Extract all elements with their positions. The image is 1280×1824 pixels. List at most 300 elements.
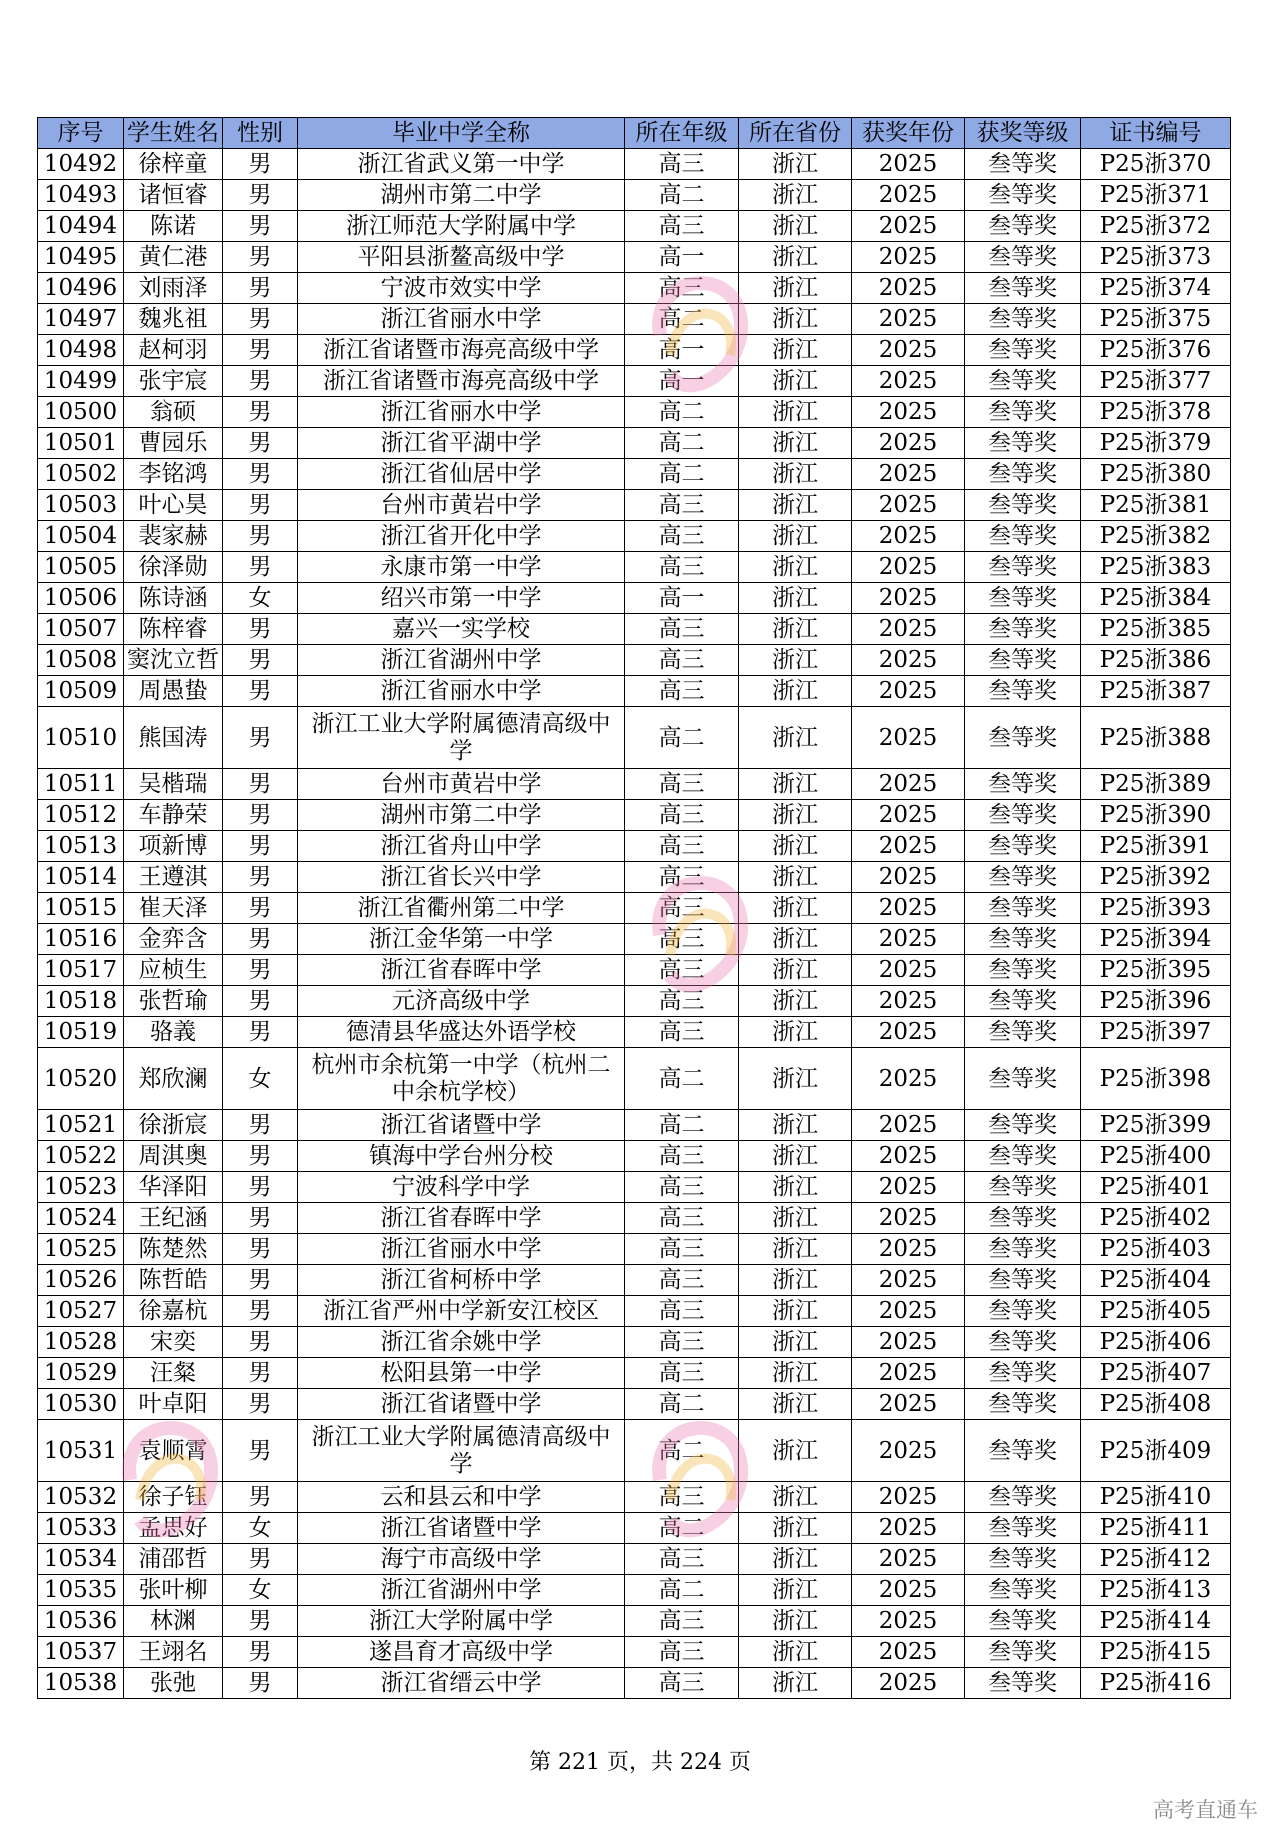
cell-student-name: 崔天泽	[124, 893, 223, 924]
cell-award-year: 2025	[852, 1482, 965, 1513]
cell-school: 松阳县第一中学	[298, 1358, 625, 1389]
cell-certificate-no: P25浙410	[1081, 1482, 1231, 1513]
cell-grade: 高三	[625, 149, 739, 180]
cell-province: 浙江	[739, 1575, 852, 1606]
cell-province: 浙江	[739, 676, 852, 707]
cell-student-name: 浦邵哲	[124, 1544, 223, 1575]
cell-grade: 高三	[625, 1265, 739, 1296]
cell-student-name: 熊国涛	[124, 707, 223, 769]
cell-award-year: 2025	[852, 273, 965, 304]
cell-award-level: 叁等奖	[965, 1358, 1081, 1389]
cell-gender: 男	[223, 800, 298, 831]
header-student-name: 学生姓名	[124, 118, 223, 149]
cell-school: 遂昌育才高级中学	[298, 1637, 625, 1668]
cell-gender: 男	[223, 1389, 298, 1420]
cell-award-year: 2025	[852, 1575, 965, 1606]
cell-grade: 高三	[625, 955, 739, 986]
cell-index: 10531	[38, 1420, 124, 1482]
cell-award-level: 叁等奖	[965, 800, 1081, 831]
cell-province: 浙江	[739, 769, 852, 800]
cell-student-name: 裴家赫	[124, 521, 223, 552]
cell-award-level: 叁等奖	[965, 769, 1081, 800]
cell-award-year: 2025	[852, 831, 965, 862]
cell-province: 浙江	[739, 1234, 852, 1265]
cell-gender: 男	[223, 335, 298, 366]
cell-index: 10495	[38, 242, 124, 273]
cell-grade: 高三	[625, 1637, 739, 1668]
table-row	[38, 1389, 1231, 1420]
cell-school: 浙江省丽水中学	[298, 676, 625, 707]
cell-index: 10532	[38, 1482, 124, 1513]
table-row	[38, 552, 1231, 583]
cell-certificate-no: P25浙383	[1081, 552, 1231, 583]
cell-school: 浙江师范大学附属中学	[298, 211, 625, 242]
cell-gender: 男	[223, 769, 298, 800]
cell-school: 台州市黄岩中学	[298, 769, 625, 800]
cell-school: 浙江工业大学附属德清高级中学	[298, 1420, 625, 1482]
cell-grade: 高三	[625, 614, 739, 645]
table-row	[38, 459, 1231, 490]
cell-award-level: 叁等奖	[965, 335, 1081, 366]
cell-certificate-no: P25浙374	[1081, 273, 1231, 304]
cell-student-name: 叶卓阳	[124, 1389, 223, 1420]
cell-index: 10512	[38, 800, 124, 831]
cell-student-name: 林渊	[124, 1606, 223, 1637]
cell-award-level: 叁等奖	[965, 614, 1081, 645]
table-row	[38, 614, 1231, 645]
cell-province: 浙江	[739, 1048, 852, 1110]
cell-student-name: 陈诗涵	[124, 583, 223, 614]
cell-award-year: 2025	[852, 1668, 965, 1699]
cell-award-year: 2025	[852, 893, 965, 924]
cell-award-level: 叁等奖	[965, 924, 1081, 955]
cell-province: 浙江	[739, 1265, 852, 1296]
cell-school: 浙江省余姚中学	[298, 1327, 625, 1358]
cell-student-name: 陈哲皓	[124, 1265, 223, 1296]
cell-school: 湖州市第二中学	[298, 800, 625, 831]
cell-student-name: 黄仁港	[124, 242, 223, 273]
cell-grade: 高三	[625, 1482, 739, 1513]
cell-index: 10493	[38, 180, 124, 211]
cell-award-level: 叁等奖	[965, 1544, 1081, 1575]
table-row	[38, 955, 1231, 986]
cell-province: 浙江	[739, 924, 852, 955]
cell-index: 10505	[38, 552, 124, 583]
cell-gender: 男	[223, 490, 298, 521]
cell-grade: 高二	[625, 1389, 739, 1420]
cell-award-year: 2025	[852, 521, 965, 552]
cell-award-level: 叁等奖	[965, 707, 1081, 769]
cell-school: 浙江省诸暨中学	[298, 1389, 625, 1420]
cell-award-year: 2025	[852, 800, 965, 831]
cell-province: 浙江	[739, 1668, 852, 1699]
cell-award-year: 2025	[852, 1513, 965, 1544]
table-row	[38, 1420, 1231, 1482]
cell-student-name: 李铭鸿	[124, 459, 223, 490]
cell-index: 10521	[38, 1110, 124, 1141]
cell-award-year: 2025	[852, 1234, 965, 1265]
cell-school: 平阳县浙鳌高级中学	[298, 242, 625, 273]
cell-gender: 男	[223, 304, 298, 335]
cell-gender: 男	[223, 428, 298, 459]
cell-award-level: 叁等奖	[965, 1389, 1081, 1420]
table-header-row	[38, 118, 1231, 149]
cell-school: 杭州市余杭第一中学（杭州二中余杭学校）	[298, 1048, 625, 1110]
cell-award-year: 2025	[852, 1265, 965, 1296]
cell-award-year: 2025	[852, 1389, 965, 1420]
cell-student-name: 张弛	[124, 1668, 223, 1699]
cell-award-level: 叁等奖	[965, 1668, 1081, 1699]
cell-certificate-no: P25浙370	[1081, 149, 1231, 180]
cell-award-year: 2025	[852, 1203, 965, 1234]
cell-grade: 高三	[625, 273, 739, 304]
cell-grade: 高三	[625, 986, 739, 1017]
cell-certificate-no: P25浙409	[1081, 1420, 1231, 1482]
cell-certificate-no: P25浙411	[1081, 1513, 1231, 1544]
cell-certificate-no: P25浙386	[1081, 645, 1231, 676]
cell-index: 10500	[38, 397, 124, 428]
table-row	[38, 1265, 1231, 1296]
cell-certificate-no: P25浙380	[1081, 459, 1231, 490]
cell-gender: 男	[223, 180, 298, 211]
cell-grade: 高二	[625, 1048, 739, 1110]
cell-school: 浙江省丽水中学	[298, 304, 625, 335]
cell-school: 浙江省春晖中学	[298, 1203, 625, 1234]
cell-award-level: 叁等奖	[965, 552, 1081, 583]
cell-award-year: 2025	[852, 211, 965, 242]
cell-certificate-no: P25浙385	[1081, 614, 1231, 645]
cell-student-name: 周愚蛰	[124, 676, 223, 707]
cell-grade: 高三	[625, 1544, 739, 1575]
cell-province: 浙江	[739, 893, 852, 924]
cell-certificate-no: P25浙400	[1081, 1141, 1231, 1172]
cell-award-year: 2025	[852, 1172, 965, 1203]
cell-student-name: 叶心昊	[124, 490, 223, 521]
table-row	[38, 831, 1231, 862]
cell-province: 浙江	[739, 986, 852, 1017]
cell-student-name: 曹园乐	[124, 428, 223, 459]
cell-school: 镇海中学台州分校	[298, 1141, 625, 1172]
cell-gender: 女	[223, 1575, 298, 1606]
cell-award-level: 叁等奖	[965, 1420, 1081, 1482]
cell-province: 浙江	[739, 1389, 852, 1420]
cell-province: 浙江	[739, 459, 852, 490]
cell-province: 浙江	[739, 366, 852, 397]
table-row	[38, 1234, 1231, 1265]
cell-award-level: 叁等奖	[965, 180, 1081, 211]
cell-school: 宁波市效实中学	[298, 273, 625, 304]
cell-school: 浙江省诸暨中学	[298, 1513, 625, 1544]
cell-certificate-no: P25浙384	[1081, 583, 1231, 614]
table-row	[38, 800, 1231, 831]
cell-index: 10511	[38, 769, 124, 800]
cell-award-year: 2025	[852, 180, 965, 211]
cell-school: 浙江省武义第一中学	[298, 149, 625, 180]
cell-province: 浙江	[739, 335, 852, 366]
cell-award-level: 叁等奖	[965, 1575, 1081, 1606]
table-row	[38, 986, 1231, 1017]
cell-award-year: 2025	[852, 862, 965, 893]
cell-grade: 高三	[625, 800, 739, 831]
cell-gender: 男	[223, 955, 298, 986]
cell-grade: 高二	[625, 428, 739, 459]
cell-province: 浙江	[739, 1544, 852, 1575]
cell-gender: 女	[223, 583, 298, 614]
cell-award-level: 叁等奖	[965, 676, 1081, 707]
cell-gender: 男	[223, 676, 298, 707]
cell-school: 浙江省诸暨市海亮高级中学	[298, 335, 625, 366]
cell-province: 浙江	[739, 397, 852, 428]
cell-grade: 高二	[625, 459, 739, 490]
cell-grade: 高三	[625, 1296, 739, 1327]
cell-certificate-no: P25浙397	[1081, 1017, 1231, 1048]
cell-school: 浙江省春晖中学	[298, 955, 625, 986]
cell-gender: 男	[223, 1420, 298, 1482]
cell-student-name: 诸恒睿	[124, 180, 223, 211]
cell-award-year: 2025	[852, 1327, 965, 1358]
cell-province: 浙江	[739, 1110, 852, 1141]
cell-certificate-no: P25浙405	[1081, 1296, 1231, 1327]
cell-index: 10524	[38, 1203, 124, 1234]
cell-school: 浙江省湖州中学	[298, 645, 625, 676]
table-row	[38, 1203, 1231, 1234]
cell-grade: 高三	[625, 1606, 739, 1637]
cell-school: 浙江省诸暨市海亮高级中学	[298, 366, 625, 397]
cell-gender: 男	[223, 831, 298, 862]
table-row	[38, 366, 1231, 397]
cell-index: 10509	[38, 676, 124, 707]
table-row	[38, 304, 1231, 335]
cell-student-name: 陈诺	[124, 211, 223, 242]
cell-province: 浙江	[739, 1203, 852, 1234]
cell-award-level: 叁等奖	[965, 366, 1081, 397]
cell-award-level: 叁等奖	[965, 149, 1081, 180]
cell-province: 浙江	[739, 1482, 852, 1513]
cell-award-year: 2025	[852, 924, 965, 955]
cell-school: 宁波科学中学	[298, 1172, 625, 1203]
cell-grade: 高三	[625, 211, 739, 242]
table-row	[38, 242, 1231, 273]
cell-student-name: 徐泽勋	[124, 552, 223, 583]
cell-gender: 男	[223, 1234, 298, 1265]
cell-award-year: 2025	[852, 242, 965, 273]
cell-award-level: 叁等奖	[965, 1606, 1081, 1637]
cell-student-name: 王翊名	[124, 1637, 223, 1668]
cell-gender: 男	[223, 645, 298, 676]
table-row	[38, 1544, 1231, 1575]
cell-index: 10526	[38, 1265, 124, 1296]
cell-award-level: 叁等奖	[965, 273, 1081, 304]
table-row	[38, 1172, 1231, 1203]
cell-province: 浙江	[739, 304, 852, 335]
cell-grade: 高二	[625, 180, 739, 211]
cell-award-level: 叁等奖	[965, 1234, 1081, 1265]
table-row	[38, 428, 1231, 459]
cell-grade: 高一	[625, 335, 739, 366]
cell-student-name: 张哲瑜	[124, 986, 223, 1017]
cell-grade: 高三	[625, 676, 739, 707]
cell-certificate-no: P25浙387	[1081, 676, 1231, 707]
cell-student-name: 车静荣	[124, 800, 223, 831]
cell-province: 浙江	[739, 1637, 852, 1668]
cell-award-level: 叁等奖	[965, 1048, 1081, 1110]
cell-student-name: 陈楚然	[124, 1234, 223, 1265]
cell-gender: 男	[223, 1265, 298, 1296]
cell-gender: 男	[223, 1203, 298, 1234]
cell-index: 10536	[38, 1606, 124, 1637]
header-award-year: 获奖年份	[852, 118, 965, 149]
cell-award-year: 2025	[852, 1544, 965, 1575]
cell-certificate-no: P25浙399	[1081, 1110, 1231, 1141]
cell-index: 10537	[38, 1637, 124, 1668]
cell-school: 浙江大学附属中学	[298, 1606, 625, 1637]
cell-school: 永康市第一中学	[298, 552, 625, 583]
cell-student-name: 魏兆祖	[124, 304, 223, 335]
cell-index: 10501	[38, 428, 124, 459]
cell-gender: 男	[223, 211, 298, 242]
cell-award-level: 叁等奖	[965, 459, 1081, 490]
cell-gender: 男	[223, 614, 298, 645]
cell-student-name: 宋奕	[124, 1327, 223, 1358]
cell-index: 10523	[38, 1172, 124, 1203]
cell-gender: 男	[223, 521, 298, 552]
cell-index: 10527	[38, 1296, 124, 1327]
cell-school: 浙江省湖州中学	[298, 1575, 625, 1606]
cell-index: 10507	[38, 614, 124, 645]
table-row	[38, 1296, 1231, 1327]
cell-certificate-no: P25浙388	[1081, 707, 1231, 769]
cell-certificate-no: P25浙402	[1081, 1203, 1231, 1234]
cell-school: 云和县云和中学	[298, 1482, 625, 1513]
cell-award-year: 2025	[852, 769, 965, 800]
table-row	[38, 583, 1231, 614]
cell-province: 浙江	[739, 1017, 852, 1048]
cell-gender: 男	[223, 924, 298, 955]
cell-certificate-no: P25浙412	[1081, 1544, 1231, 1575]
cell-certificate-no: P25浙393	[1081, 893, 1231, 924]
cell-index: 10515	[38, 893, 124, 924]
cell-award-year: 2025	[852, 149, 965, 180]
cell-province: 浙江	[739, 862, 852, 893]
cell-award-level: 叁等奖	[965, 211, 1081, 242]
cell-province: 浙江	[739, 180, 852, 211]
cell-index: 10519	[38, 1017, 124, 1048]
cell-index: 10492	[38, 149, 124, 180]
cell-index: 10508	[38, 645, 124, 676]
cell-grade: 高二	[625, 1420, 739, 1482]
cell-school: 浙江省缙云中学	[298, 1668, 625, 1699]
cell-grade: 高三	[625, 1358, 739, 1389]
cell-award-level: 叁等奖	[965, 521, 1081, 552]
cell-certificate-no: P25浙416	[1081, 1668, 1231, 1699]
cell-certificate-no: P25浙392	[1081, 862, 1231, 893]
table-row	[38, 893, 1231, 924]
cell-award-level: 叁等奖	[965, 893, 1081, 924]
table-row	[38, 149, 1231, 180]
cell-award-year: 2025	[852, 490, 965, 521]
cell-grade: 高三	[625, 1668, 739, 1699]
table-row	[38, 769, 1231, 800]
cell-grade: 高三	[625, 862, 739, 893]
cell-award-level: 叁等奖	[965, 490, 1081, 521]
table-row	[38, 521, 1231, 552]
cell-student-name: 徐浙宸	[124, 1110, 223, 1141]
cell-province: 浙江	[739, 645, 852, 676]
table-row	[38, 924, 1231, 955]
cell-province: 浙江	[739, 552, 852, 583]
cell-award-year: 2025	[852, 583, 965, 614]
cell-award-year: 2025	[852, 366, 965, 397]
cell-province: 浙江	[739, 521, 852, 552]
cell-province: 浙江	[739, 1606, 852, 1637]
cell-student-name: 华泽阳	[124, 1172, 223, 1203]
cell-certificate-no: P25浙377	[1081, 366, 1231, 397]
cell-gender: 男	[223, 1606, 298, 1637]
cell-award-year: 2025	[852, 335, 965, 366]
cell-index: 10514	[38, 862, 124, 893]
table-row	[38, 1606, 1231, 1637]
cell-award-year: 2025	[852, 1420, 965, 1482]
cell-gender: 男	[223, 1358, 298, 1389]
cell-grade: 高二	[625, 1110, 739, 1141]
cell-province: 浙江	[739, 490, 852, 521]
cell-gender: 男	[223, 1668, 298, 1699]
cell-award-level: 叁等奖	[965, 1296, 1081, 1327]
cell-index: 10506	[38, 583, 124, 614]
cell-certificate-no: P25浙378	[1081, 397, 1231, 428]
cell-grade: 高三	[625, 1203, 739, 1234]
cell-province: 浙江	[739, 1172, 852, 1203]
cell-student-name: 翁硕	[124, 397, 223, 428]
header-index: 序号	[38, 118, 124, 149]
cell-school: 浙江省仙居中学	[298, 459, 625, 490]
cell-award-level: 叁等奖	[965, 1513, 1081, 1544]
cell-award-level: 叁等奖	[965, 242, 1081, 273]
cell-award-year: 2025	[852, 1141, 965, 1172]
cell-school: 浙江金华第一中学	[298, 924, 625, 955]
cell-award-level: 叁等奖	[965, 304, 1081, 335]
cell-index: 10494	[38, 211, 124, 242]
cell-award-level: 叁等奖	[965, 986, 1081, 1017]
cell-student-name: 王纪涵	[124, 1203, 223, 1234]
cell-award-level: 叁等奖	[965, 397, 1081, 428]
cell-certificate-no: P25浙382	[1081, 521, 1231, 552]
cell-gender: 男	[223, 1017, 298, 1048]
cell-award-level: 叁等奖	[965, 1265, 1081, 1296]
cell-index: 10510	[38, 707, 124, 769]
table-row	[38, 180, 1231, 211]
cell-student-name: 赵柯羽	[124, 335, 223, 366]
cell-gender: 男	[223, 862, 298, 893]
cell-award-year: 2025	[852, 955, 965, 986]
cell-student-name: 徐子钰	[124, 1482, 223, 1513]
cell-certificate-no: P25浙373	[1081, 242, 1231, 273]
cell-province: 浙江	[739, 583, 852, 614]
table-row	[38, 1668, 1231, 1699]
cell-gender: 男	[223, 242, 298, 273]
table-body	[38, 149, 1231, 1699]
cell-province: 浙江	[739, 800, 852, 831]
cell-grade: 高三	[625, 924, 739, 955]
table-row	[38, 397, 1231, 428]
cell-award-year: 2025	[852, 986, 965, 1017]
cell-gender: 男	[223, 1637, 298, 1668]
cell-school: 浙江省严州中学新安江校区	[298, 1296, 625, 1327]
cell-student-name: 孟思好	[124, 1513, 223, 1544]
cell-province: 浙江	[739, 428, 852, 459]
cell-certificate-no: P25浙408	[1081, 1389, 1231, 1420]
cell-index: 10517	[38, 955, 124, 986]
